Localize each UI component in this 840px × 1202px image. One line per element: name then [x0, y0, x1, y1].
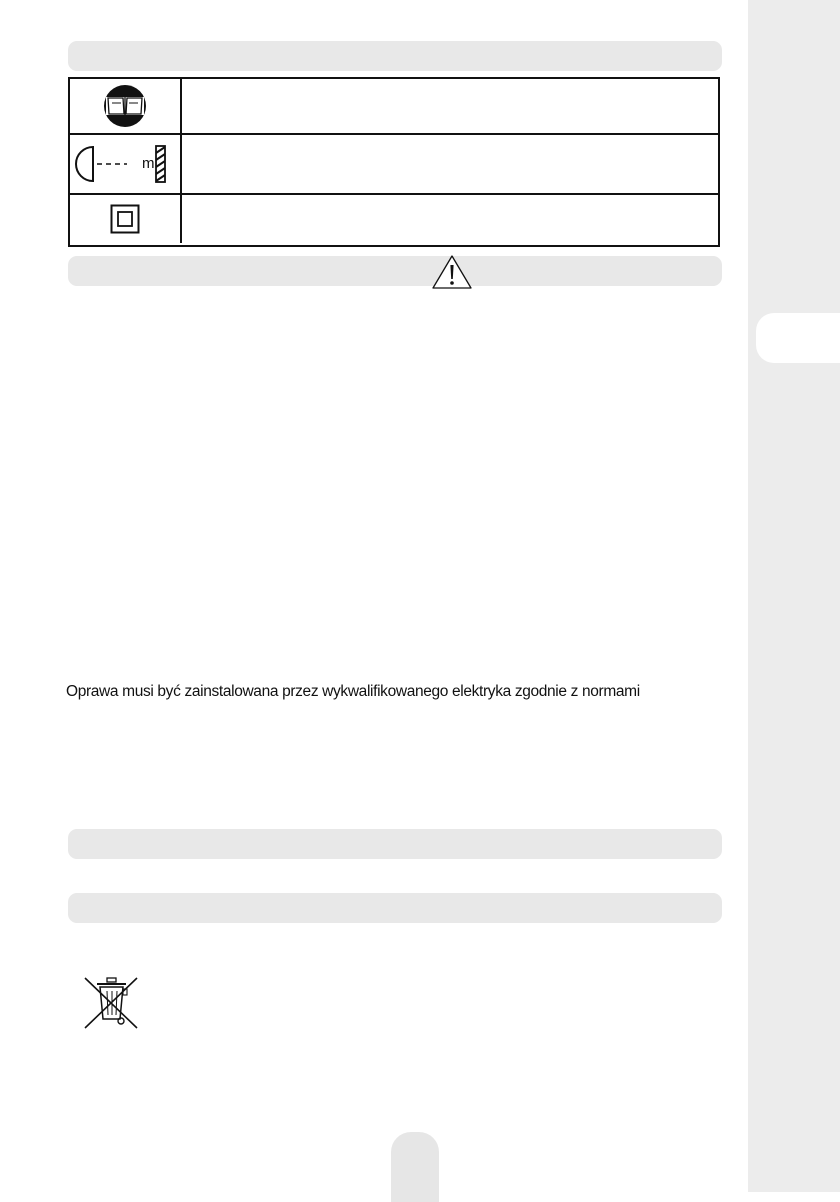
symbols-section-header: [68, 41, 722, 71]
distance-unit-label: m: [142, 155, 155, 172]
symbol-cell: [70, 195, 182, 243]
symbol-cell: [70, 135, 182, 193]
distance-to-surface-icon: [75, 141, 175, 187]
right-margin-band: [748, 0, 840, 1192]
section-three-header: [68, 829, 722, 859]
safety-section-header: [68, 256, 722, 286]
symbol-cell: [70, 79, 182, 133]
manual-book-icon: [103, 84, 147, 128]
section-four-header: [68, 893, 722, 923]
symbol-row-class-ii: [70, 195, 718, 245]
language-side-tab: [756, 313, 840, 363]
crossed-out-wheelie-bin-icon: [82, 975, 140, 1031]
warning-triangle-icon: [431, 254, 473, 290]
installation-note: Oprawa musi być zainstalowana przez wykwalifikowanego elektryka zgodnie z normami: [66, 683, 640, 700]
symbol-row-distance: [70, 135, 718, 195]
symbols-table: [68, 77, 720, 247]
double-insulation-class-ii-icon: [110, 204, 140, 234]
symbol-row-manual: [70, 79, 718, 135]
